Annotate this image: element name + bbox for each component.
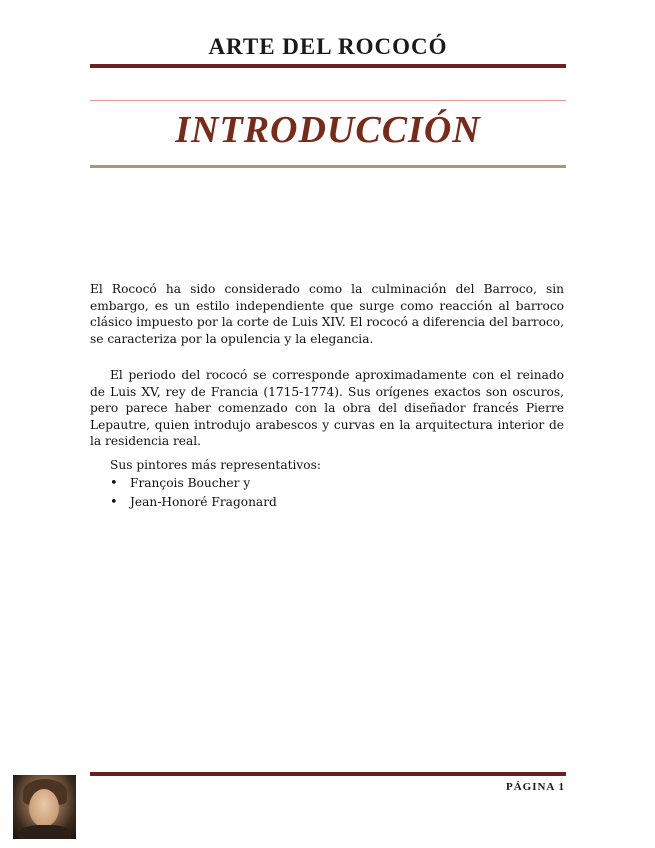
painter-name: François Boucher y — [130, 476, 251, 490]
title-bottom-rule — [90, 165, 566, 168]
paragraph-2: El periodo del rococó se corresponde aproximadamente con el reinado de Luis XV, rey de Francia (1715-1774). Sus orígenes exactos son oscuros, pero parece haber comenzado con la obra del diseñador francés Pierre Lepautre, quien introdujo arabescos y curvas en la arquitectura interior de la residencia real. — [90, 368, 564, 448]
list-item — [110, 474, 277, 493]
footer-rule — [90, 772, 566, 776]
paragraph-1: El Rococó ha sido considerado como la culminación del Barroco, sin embargo, es un estilo independiente que surge como reacción al barroco clásico impuesto por la corte de Luis XIV. El rococó a diferencia del barroco, se caracteriza por la opulencia y la elegancia. — [90, 282, 564, 346]
painters-list — [110, 474, 277, 512]
bullet-icon: • — [110, 476, 118, 491]
portrait-image — [13, 775, 76, 839]
document-header-title: ARTE DEL ROCOCÓ — [208, 34, 448, 59]
header-rule — [90, 64, 566, 68]
section-title: INTRODUCCIÓN — [175, 109, 481, 151]
title-top-rule — [90, 100, 566, 101]
painter-name: Jean-Honoré Fragonard — [130, 495, 277, 509]
painters-intro: Sus pintores más representativos: — [110, 458, 321, 472]
list-item — [110, 493, 277, 512]
bullet-icon: • — [110, 495, 118, 510]
page-number: PÁGINA 1 — [505, 781, 565, 793]
